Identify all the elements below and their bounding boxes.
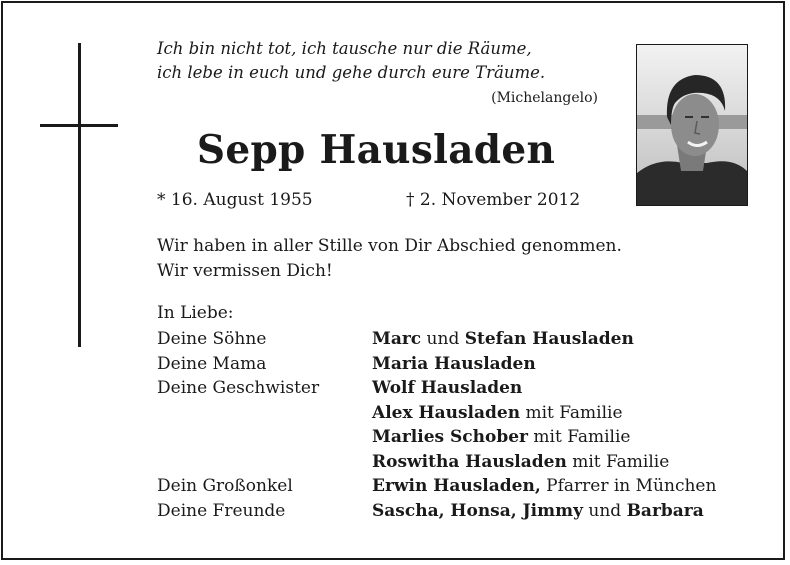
mourner-names xyxy=(372,501,704,521)
mourner-names xyxy=(372,427,630,447)
mourner-names xyxy=(372,403,623,423)
mourner-relation: Deine Freunde xyxy=(157,500,286,521)
mourner-names xyxy=(372,476,716,496)
mourner-note: und xyxy=(421,329,465,349)
death-date: † 2. November 2012 xyxy=(406,190,581,210)
message-line-2: Wir vermissen Dich! xyxy=(157,261,333,281)
mourner-name: Erwin Hausladen, xyxy=(372,476,541,496)
birth-date: * 16. August 1955 xyxy=(157,190,313,210)
mourner-name: Wolf Hausladen xyxy=(372,378,523,398)
mourner-name: Barbara xyxy=(626,500,704,521)
memorial-quote xyxy=(157,37,597,85)
mourner-note: mit Familie xyxy=(528,427,631,447)
mourner-name: Marlies Schober xyxy=(372,427,528,447)
mourner-note: mit Familie xyxy=(566,451,670,472)
in-love-label: In Liebe: xyxy=(157,303,234,323)
mourner-names xyxy=(372,378,522,398)
mourner-note: Pfarrer in München xyxy=(540,476,717,496)
mourner-name: Alex Hausladen xyxy=(372,402,521,423)
mourner-name: Maria Hausladen xyxy=(372,353,536,374)
quote-line-1: Ich bin nicht tot, ich tausche nur die Räume, xyxy=(157,39,532,58)
mourner-name: Marc xyxy=(372,329,422,349)
farewell-message xyxy=(157,234,622,284)
cross-horizontal-bar xyxy=(40,124,118,127)
mourner-names xyxy=(372,354,536,374)
mourner-relation: Deine Mama xyxy=(157,353,267,374)
message-line-1: Wir haben in aller Stille von Dir Abschied genommen. xyxy=(157,236,622,256)
quote-author: (Michelangelo) xyxy=(491,90,598,106)
mourner-name: Sascha, Honsa, Jimmy xyxy=(372,500,583,521)
mourner-name: Stefan Hausladen xyxy=(464,329,634,349)
mourner-note: und xyxy=(582,500,627,521)
mourner-names xyxy=(372,329,634,349)
mourner-relation: Deine Söhne xyxy=(157,329,267,349)
portrait-photo xyxy=(636,44,748,206)
portrait-image xyxy=(637,45,747,205)
deceased-name: Sepp Hausladen xyxy=(196,127,556,173)
mourner-names xyxy=(372,452,669,472)
mourner-relation: Deine Geschwister xyxy=(157,378,320,398)
mourner-name: Roswitha Hausladen xyxy=(372,451,567,472)
cross-vertical-bar xyxy=(78,43,81,347)
quote-line-2: ich lebe in euch und gehe durch eure Träume. xyxy=(157,63,546,82)
mourner-relation: Dein Großonkel xyxy=(157,476,293,496)
mourner-note: mit Familie xyxy=(520,402,623,423)
